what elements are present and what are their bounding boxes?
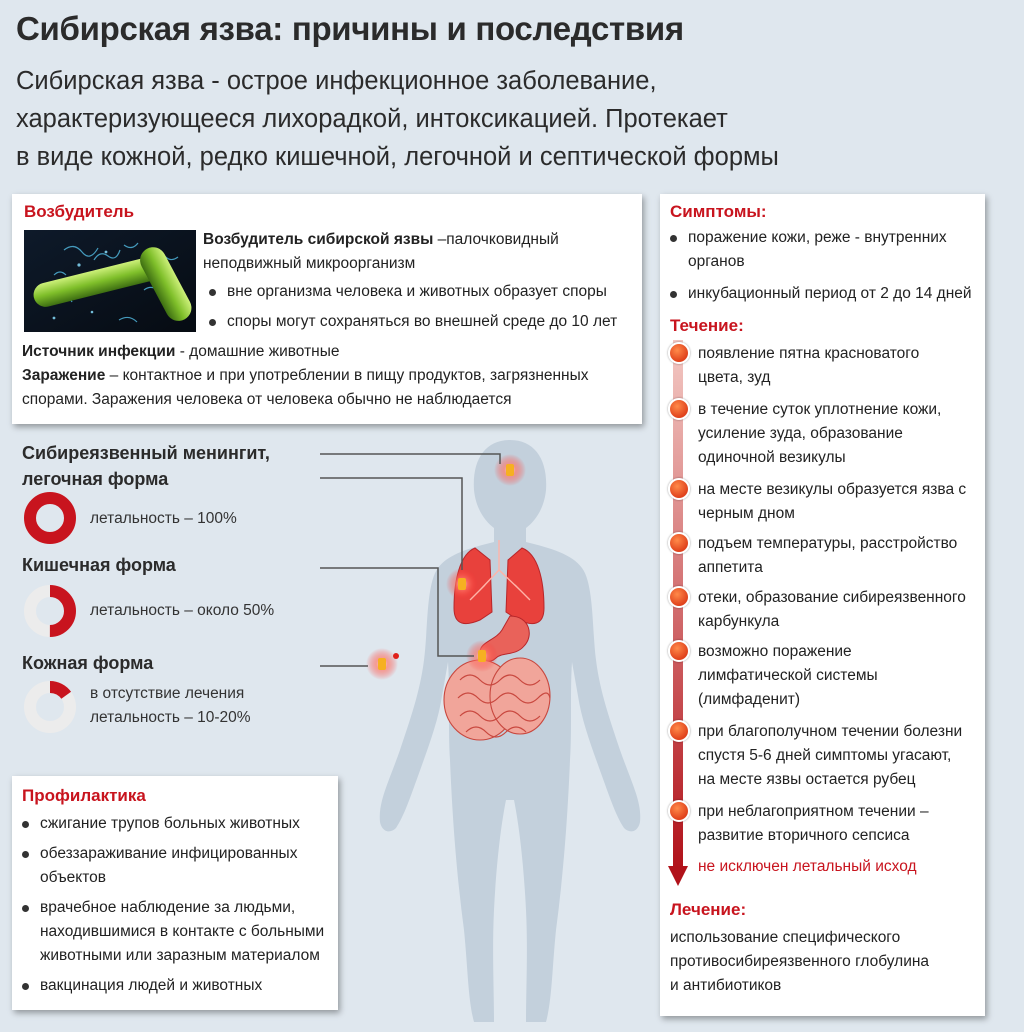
step-line: на месте везикулы образуется язва с [698, 481, 967, 498]
step-line: подъем температуры, расстройство [698, 535, 958, 552]
course-final: не исключен летальный исход [698, 858, 917, 875]
list-item [16, 842, 334, 890]
infection-value: спорами. Заражения человека от человека обычно не наблюдается [22, 391, 512, 408]
step-line: в течение суток уплотнение кожи, [698, 401, 942, 418]
step-line: отеки, образование сибиреязвенного [698, 589, 966, 606]
step-line: (лимфаденит) [698, 691, 801, 708]
infection-label: Заражение [22, 367, 106, 384]
step-line: при неблагоприятном течении – [698, 803, 929, 820]
item-line: поражение кожи, реже - внутренних [688, 229, 947, 246]
step-dot-icon [668, 800, 690, 822]
step-dot-icon [668, 720, 690, 742]
page-title: Сибирская язва: причины и последствия [16, 10, 684, 47]
list-item [16, 974, 334, 998]
lethality-donut-skin [24, 681, 76, 733]
page-subtitle [16, 62, 1016, 176]
bacteria-image [24, 230, 196, 332]
treatment-line: противосибиреязвенного глобулина [670, 953, 930, 970]
lethality-intestinal: летальность – около 50% [90, 602, 275, 619]
pathogen-intro [203, 228, 633, 276]
source-label: Источник инфекции [22, 343, 176, 360]
list-item [16, 812, 334, 836]
step-line: карбункула [698, 613, 780, 630]
pathogen-card [12, 194, 642, 424]
pathogen-heading: Возбудитель [24, 202, 135, 221]
pathogen-desc: неподвижный микроорганизм [203, 255, 416, 272]
form-title-line: легочная форма [22, 469, 169, 489]
step-line: при благополучном течении болезни [698, 723, 963, 740]
item-line: сжигание трупов больных животных [40, 815, 300, 832]
subtitle-line: характеризующееся лихорадкой, интоксикацией. Протекает [16, 105, 728, 133]
step-line: возможно поражение [698, 643, 852, 660]
form-title-line: Сибиреязвенный менингит, [22, 443, 270, 463]
form-meningitis-title [22, 440, 270, 492]
step-line: аппетита [698, 559, 763, 576]
step-dot-icon [668, 398, 690, 420]
step-line: цвета, зуд [698, 369, 771, 386]
list-item: споры могут сохраняться во внешней среде до 10 лет [203, 310, 633, 334]
source-value: - домашние животные [175, 343, 340, 360]
lethality-line: летальность – 10-20% [90, 709, 251, 726]
course-heading: Течение: [670, 316, 744, 335]
human-body-figure [320, 430, 660, 1030]
step-line: на месте язвы остается рубец [698, 771, 916, 788]
step-dot-icon [668, 532, 690, 554]
prevention-card [12, 776, 338, 1010]
step-dot-icon [668, 640, 690, 662]
treatment-line: и антибиотиков [670, 977, 782, 994]
form-intestinal-title: Кишечная форма [22, 555, 176, 575]
symptoms-heading: Симптомы: [670, 202, 767, 221]
pathogen-bullets [203, 280, 633, 334]
step-dot-icon [668, 586, 690, 608]
item-line: находившимися в контакте с больными [40, 923, 325, 940]
lethality-line: в отсутствие лечения [90, 685, 245, 702]
step-line: появление пятна красноватого [698, 345, 920, 362]
lethality-skin [90, 682, 251, 730]
step-line: спустя 5-6 дней симптомы угасают, [698, 747, 952, 764]
list-item [16, 896, 334, 968]
prevention-heading: Профилактика [22, 786, 146, 805]
lethality-donut-intestinal [24, 585, 76, 637]
subtitle-line: в виде кожной, редко кишечной, легочной и септической формы [16, 143, 779, 171]
pathogen-desc: –палочковидный [433, 231, 559, 248]
lethality-donut-meningitis [24, 492, 76, 544]
pathogen-name: Возбудитель сибирской язвы [203, 231, 434, 248]
treatment-line: использование специфического [670, 929, 901, 946]
item-line: инкубационный период от 2 до 14 дней [688, 285, 972, 302]
subtitle-line: Сибирская язва - острое инфекционное заболевание, [16, 67, 657, 95]
item-line: органов [688, 253, 745, 270]
item-line: вакцинация людей и животных [40, 977, 263, 994]
step-line: усиление зуда, образование [698, 425, 903, 442]
treatment-heading: Лечение: [670, 900, 747, 919]
step-line: лимфатической системы [698, 667, 878, 684]
list-item [664, 226, 982, 274]
step-dot-icon [668, 342, 690, 364]
list-item: вне организма человека и животных образует споры [203, 280, 633, 304]
step-dot-icon [668, 478, 690, 500]
step-line: черным дном [698, 505, 795, 522]
list-item [664, 282, 982, 306]
symptoms-card [660, 194, 985, 1016]
item-line: врачебное наблюдение за людьми, [40, 899, 296, 916]
step-line: одиночной везикулы [698, 449, 846, 466]
step-line: развитие вторичного сепсиса [698, 827, 910, 844]
pathogen-source [22, 340, 632, 412]
treatment-text [670, 926, 980, 998]
lethality-meningitis: летальность – 100% [90, 510, 237, 527]
item-line: животными или заразным материалом [40, 947, 320, 964]
item-line: обеззараживание инфицированных [40, 845, 298, 862]
item-line: объектов [40, 869, 107, 886]
form-skin-title: Кожная форма [22, 653, 154, 673]
infection-value: – контактное и при употреблении в пищу продуктов, загрязненных [105, 367, 589, 384]
